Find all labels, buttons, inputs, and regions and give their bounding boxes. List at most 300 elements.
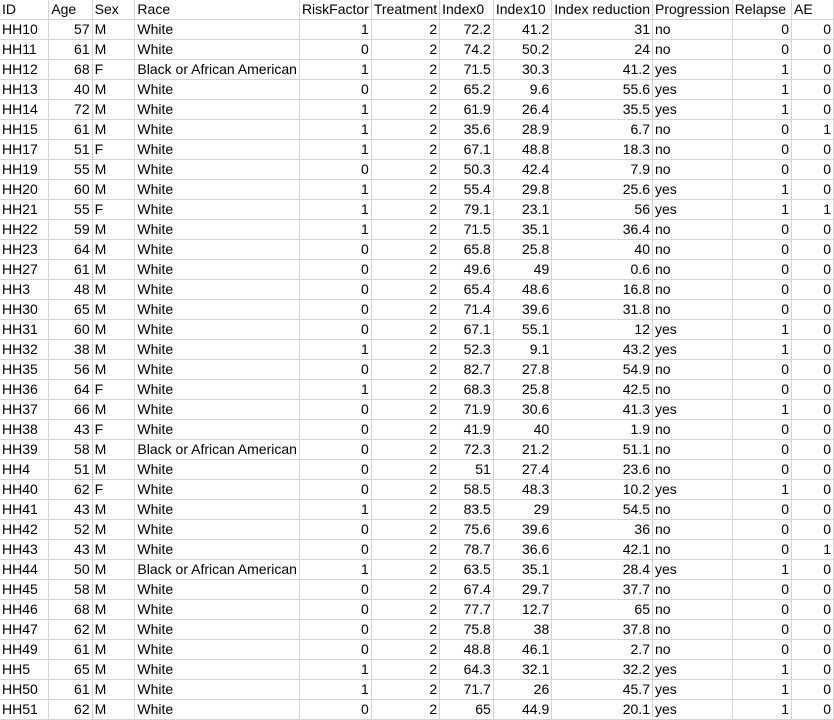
cell-relapse[interactable]: 0 [732, 240, 791, 260]
cell-ae[interactable]: 0 [792, 320, 834, 340]
cell-treatment[interactable]: 2 [371, 320, 439, 340]
cell-relapse[interactable]: 0 [732, 640, 791, 660]
cell-race[interactable]: White [135, 200, 300, 220]
cell-sex[interactable]: M [92, 20, 135, 40]
cell-sex[interactable]: M [92, 500, 135, 520]
cell-progression[interactable]: no [652, 380, 732, 400]
cell-progression[interactable]: yes [652, 700, 732, 720]
cell-race[interactable]: White [135, 580, 300, 600]
cell-index0[interactable]: 77.7 [440, 600, 494, 620]
cell-riskfactor[interactable]: 0 [299, 700, 371, 720]
cell-index0[interactable]: 71.5 [440, 220, 494, 240]
cell-index10[interactable]: 29.8 [493, 180, 551, 200]
cell-treatment[interactable]: 2 [371, 100, 439, 120]
cell-treatment[interactable]: 2 [371, 480, 439, 500]
cell-sex[interactable]: M [92, 40, 135, 60]
cell-race[interactable]: White [135, 640, 300, 660]
cell-age[interactable]: 43 [49, 540, 92, 560]
cell-ae[interactable]: 0 [792, 460, 834, 480]
cell-sex[interactable]: F [92, 480, 135, 500]
cell-sex[interactable]: M [92, 520, 135, 540]
cell-relapse[interactable]: 1 [732, 60, 791, 80]
cell-age[interactable]: 62 [49, 620, 92, 640]
cell-age[interactable]: 58 [49, 580, 92, 600]
cell-index10[interactable]: 50.2 [493, 40, 551, 60]
cell-index-reduction[interactable]: 37.7 [552, 580, 653, 600]
cell-treatment[interactable]: 2 [371, 400, 439, 420]
cell-treatment[interactable]: 2 [371, 80, 439, 100]
cell-relapse[interactable]: 1 [732, 340, 791, 360]
cell-sex[interactable]: F [92, 200, 135, 220]
cell-index0[interactable]: 67.4 [440, 580, 494, 600]
cell-sex[interactable]: M [92, 560, 135, 580]
cell-index0[interactable]: 67.1 [440, 140, 494, 160]
cell-riskfactor[interactable]: 1 [299, 120, 371, 140]
cell-age[interactable]: 43 [49, 420, 92, 440]
cell-index10[interactable]: 29 [493, 500, 551, 520]
cell-index0[interactable]: 61.9 [440, 100, 494, 120]
cell-ae[interactable]: 0 [792, 700, 834, 720]
cell-index0[interactable]: 65.8 [440, 240, 494, 260]
column-header-riskfactor[interactable]: RiskFactor [299, 0, 371, 20]
cell-progression[interactable]: yes [652, 560, 732, 580]
cell-index-reduction[interactable]: 42.1 [552, 540, 653, 560]
cell-riskfactor[interactable]: 1 [299, 560, 371, 580]
cell-race[interactable]: White [135, 600, 300, 620]
cell-sex[interactable]: M [92, 120, 135, 140]
cell-age[interactable]: 65 [49, 300, 92, 320]
cell-index0[interactable]: 48.8 [440, 640, 494, 660]
cell-index-reduction[interactable]: 28.4 [552, 560, 653, 580]
cell-progression[interactable]: no [652, 580, 732, 600]
cell-age[interactable]: 60 [49, 180, 92, 200]
cell-relapse[interactable]: 0 [732, 40, 791, 60]
cell-riskfactor[interactable]: 1 [299, 220, 371, 240]
cell-id[interactable]: HH20 [0, 180, 49, 200]
cell-riskfactor[interactable]: 0 [299, 280, 371, 300]
cell-sex[interactable]: F [92, 380, 135, 400]
cell-index10[interactable]: 25.8 [493, 380, 551, 400]
cell-id[interactable]: HH35 [0, 360, 49, 380]
cell-index-reduction[interactable]: 65 [552, 600, 653, 620]
cell-age[interactable]: 43 [49, 500, 92, 520]
cell-treatment[interactable]: 2 [371, 20, 439, 40]
cell-ae[interactable]: 0 [792, 660, 834, 680]
cell-race[interactable]: White [135, 380, 300, 400]
cell-id[interactable]: HH12 [0, 60, 49, 80]
cell-treatment[interactable]: 2 [371, 580, 439, 600]
cell-treatment[interactable]: 2 [371, 300, 439, 320]
cell-index10[interactable]: 46.1 [493, 640, 551, 660]
cell-race[interactable]: White [135, 160, 300, 180]
cell-relapse[interactable]: 0 [732, 160, 791, 180]
cell-riskfactor[interactable]: 0 [299, 320, 371, 340]
cell-sex[interactable]: M [92, 620, 135, 640]
cell-relapse[interactable]: 1 [732, 400, 791, 420]
cell-progression[interactable]: yes [652, 680, 732, 700]
cell-index10[interactable]: 28.9 [493, 120, 551, 140]
cell-age[interactable]: 66 [49, 400, 92, 420]
cell-relapse[interactable]: 0 [732, 20, 791, 40]
cell-index-reduction[interactable]: 43.2 [552, 340, 653, 360]
cell-race[interactable]: White [135, 320, 300, 340]
cell-index10[interactable]: 48.3 [493, 480, 551, 500]
cell-relapse[interactable]: 0 [732, 600, 791, 620]
cell-relapse[interactable]: 0 [732, 300, 791, 320]
cell-age[interactable]: 55 [49, 160, 92, 180]
cell-index10[interactable]: 38 [493, 620, 551, 640]
cell-id[interactable]: HH51 [0, 700, 49, 720]
cell-sex[interactable]: M [92, 640, 135, 660]
cell-progression[interactable]: yes [652, 340, 732, 360]
cell-id[interactable]: HH37 [0, 400, 49, 420]
cell-age[interactable]: 38 [49, 340, 92, 360]
cell-riskfactor[interactable]: 0 [299, 580, 371, 600]
cell-riskfactor[interactable]: 0 [299, 300, 371, 320]
cell-index0[interactable]: 50.3 [440, 160, 494, 180]
cell-riskfactor[interactable]: 1 [299, 100, 371, 120]
cell-index-reduction[interactable]: 31 [552, 20, 653, 40]
cell-race[interactable]: White [135, 500, 300, 520]
cell-index-reduction[interactable]: 12 [552, 320, 653, 340]
cell-riskfactor[interactable]: 0 [299, 540, 371, 560]
cell-sex[interactable]: M [92, 400, 135, 420]
cell-treatment[interactable]: 2 [371, 500, 439, 520]
cell-age[interactable]: 51 [49, 460, 92, 480]
cell-race[interactable]: White [135, 220, 300, 240]
cell-riskfactor[interactable]: 0 [299, 440, 371, 460]
cell-progression[interactable]: yes [652, 100, 732, 120]
cell-ae[interactable]: 0 [792, 600, 834, 620]
cell-race[interactable]: White [135, 100, 300, 120]
cell-progression[interactable]: no [652, 280, 732, 300]
cell-treatment[interactable]: 2 [371, 520, 439, 540]
cell-riskfactor[interactable]: 0 [299, 160, 371, 180]
cell-treatment[interactable]: 2 [371, 180, 439, 200]
cell-age[interactable]: 51 [49, 140, 92, 160]
cell-ae[interactable]: 0 [792, 20, 834, 40]
column-header-race[interactable]: Race [135, 0, 300, 20]
cell-riskfactor[interactable]: 0 [299, 80, 371, 100]
cell-progression[interactable]: no [652, 220, 732, 240]
column-header-id[interactable]: ID [0, 0, 49, 20]
cell-index-reduction[interactable]: 7.9 [552, 160, 653, 180]
cell-race[interactable]: White [135, 340, 300, 360]
cell-relapse[interactable]: 0 [732, 120, 791, 140]
cell-index10[interactable]: 30.6 [493, 400, 551, 420]
column-header-sex[interactable]: Sex [92, 0, 135, 20]
cell-race[interactable]: White [135, 180, 300, 200]
cell-age[interactable]: 55 [49, 200, 92, 220]
cell-relapse[interactable]: 1 [732, 320, 791, 340]
cell-ae[interactable]: 0 [792, 560, 834, 580]
cell-riskfactor[interactable]: 1 [299, 500, 371, 520]
cell-treatment[interactable]: 2 [371, 560, 439, 580]
cell-index10[interactable]: 30.3 [493, 60, 551, 80]
cell-age[interactable]: 50 [49, 560, 92, 580]
cell-id[interactable]: HH19 [0, 160, 49, 180]
cell-treatment[interactable]: 2 [371, 360, 439, 380]
cell-index-reduction[interactable]: 10.2 [552, 480, 653, 500]
cell-relapse[interactable]: 1 [732, 100, 791, 120]
cell-index0[interactable]: 68.3 [440, 380, 494, 400]
cell-riskfactor[interactable]: 0 [299, 460, 371, 480]
cell-id[interactable]: HH21 [0, 200, 49, 220]
cell-index10[interactable]: 39.6 [493, 520, 551, 540]
cell-riskfactor[interactable]: 0 [299, 240, 371, 260]
cell-index0[interactable]: 58.5 [440, 480, 494, 500]
cell-index0[interactable]: 72.3 [440, 440, 494, 460]
cell-treatment[interactable]: 2 [371, 240, 439, 260]
cell-relapse[interactable]: 0 [732, 460, 791, 480]
cell-treatment[interactable]: 2 [371, 260, 439, 280]
cell-index0[interactable]: 82.7 [440, 360, 494, 380]
cell-sex[interactable]: M [92, 300, 135, 320]
cell-ae[interactable]: 0 [792, 440, 834, 460]
cell-index0[interactable]: 35.6 [440, 120, 494, 140]
cell-progression[interactable]: no [652, 440, 732, 460]
column-header-age[interactable]: Age [49, 0, 92, 20]
cell-id[interactable]: HH44 [0, 560, 49, 580]
cell-age[interactable]: 61 [49, 40, 92, 60]
cell-id[interactable]: HH39 [0, 440, 49, 460]
column-header-treatment[interactable]: Treatment [371, 0, 439, 20]
cell-treatment[interactable]: 2 [371, 120, 439, 140]
cell-riskfactor[interactable]: 0 [299, 520, 371, 540]
cell-index10[interactable]: 48.6 [493, 280, 551, 300]
cell-race[interactable]: White [135, 240, 300, 260]
cell-index0[interactable]: 71.9 [440, 400, 494, 420]
cell-age[interactable]: 48 [49, 280, 92, 300]
cell-sex[interactable]: M [92, 440, 135, 460]
cell-age[interactable]: 60 [49, 320, 92, 340]
cell-riskfactor[interactable]: 1 [299, 200, 371, 220]
cell-id[interactable]: HH45 [0, 580, 49, 600]
cell-ae[interactable]: 1 [792, 120, 834, 140]
cell-sex[interactable]: M [92, 340, 135, 360]
cell-ae[interactable]: 0 [792, 640, 834, 660]
cell-progression[interactable]: no [652, 620, 732, 640]
cell-age[interactable]: 64 [49, 380, 92, 400]
cell-ae[interactable]: 0 [792, 580, 834, 600]
cell-index0[interactable]: 74.2 [440, 40, 494, 60]
cell-treatment[interactable]: 2 [371, 440, 439, 460]
cell-index-reduction[interactable]: 41.3 [552, 400, 653, 420]
cell-index0[interactable]: 65.4 [440, 280, 494, 300]
column-header-index0[interactable]: Index0 [440, 0, 494, 20]
cell-index10[interactable]: 9.6 [493, 80, 551, 100]
cell-relapse[interactable]: 0 [732, 440, 791, 460]
cell-index-reduction[interactable]: 45.7 [552, 680, 653, 700]
cell-progression[interactable]: yes [652, 320, 732, 340]
cell-progression[interactable]: no [652, 160, 732, 180]
cell-index-reduction[interactable]: 6.7 [552, 120, 653, 140]
cell-ae[interactable]: 0 [792, 240, 834, 260]
cell-index10[interactable]: 36.6 [493, 540, 551, 560]
cell-index0[interactable]: 64.3 [440, 660, 494, 680]
cell-riskfactor[interactable]: 0 [299, 260, 371, 280]
cell-index-reduction[interactable]: 2.7 [552, 640, 653, 660]
cell-index-reduction[interactable]: 20.1 [552, 700, 653, 720]
cell-relapse[interactable]: 1 [732, 80, 791, 100]
cell-index10[interactable]: 32.1 [493, 660, 551, 680]
cell-sex[interactable]: M [92, 320, 135, 340]
cell-index10[interactable]: 44.9 [493, 700, 551, 720]
cell-treatment[interactable]: 2 [371, 660, 439, 680]
cell-ae[interactable]: 0 [792, 400, 834, 420]
cell-riskfactor[interactable]: 0 [299, 400, 371, 420]
cell-progression[interactable]: yes [652, 180, 732, 200]
cell-relapse[interactable]: 0 [732, 520, 791, 540]
cell-index-reduction[interactable]: 18.3 [552, 140, 653, 160]
cell-index0[interactable]: 49.6 [440, 260, 494, 280]
cell-index-reduction[interactable]: 42.5 [552, 380, 653, 400]
cell-progression[interactable]: no [652, 500, 732, 520]
cell-relapse[interactable]: 0 [732, 500, 791, 520]
cell-index-reduction[interactable]: 23.6 [552, 460, 653, 480]
cell-riskfactor[interactable]: 1 [299, 180, 371, 200]
cell-treatment[interactable]: 2 [371, 340, 439, 360]
cell-index0[interactable]: 75.8 [440, 620, 494, 640]
cell-treatment[interactable]: 2 [371, 220, 439, 240]
cell-riskfactor[interactable]: 1 [299, 340, 371, 360]
cell-index-reduction[interactable]: 35.5 [552, 100, 653, 120]
cell-age[interactable]: 58 [49, 440, 92, 460]
cell-age[interactable]: 56 [49, 360, 92, 380]
cell-age[interactable]: 57 [49, 20, 92, 40]
cell-age[interactable]: 61 [49, 640, 92, 660]
cell-sex[interactable]: M [92, 460, 135, 480]
cell-progression[interactable]: no [652, 20, 732, 40]
cell-relapse[interactable]: 0 [732, 380, 791, 400]
cell-race[interactable]: White [135, 660, 300, 680]
cell-index10[interactable]: 26.4 [493, 100, 551, 120]
cell-age[interactable]: 72 [49, 100, 92, 120]
cell-id[interactable]: HH22 [0, 220, 49, 240]
cell-id[interactable]: HH43 [0, 540, 49, 560]
cell-ae[interactable]: 0 [792, 100, 834, 120]
cell-progression[interactable]: yes [652, 480, 732, 500]
cell-id[interactable]: HH36 [0, 380, 49, 400]
cell-relapse[interactable]: 1 [732, 480, 791, 500]
cell-progression[interactable]: no [652, 360, 732, 380]
cell-id[interactable]: HH5 [0, 660, 49, 680]
cell-riskfactor[interactable]: 0 [299, 360, 371, 380]
cell-index10[interactable]: 25.8 [493, 240, 551, 260]
cell-sex[interactable]: M [92, 600, 135, 620]
cell-race[interactable]: White [135, 360, 300, 380]
cell-sex[interactable]: F [92, 420, 135, 440]
cell-treatment[interactable]: 2 [371, 540, 439, 560]
cell-index10[interactable]: 41.2 [493, 20, 551, 40]
cell-progression[interactable]: no [652, 260, 732, 280]
cell-index-reduction[interactable]: 36.4 [552, 220, 653, 240]
cell-id[interactable]: HH23 [0, 240, 49, 260]
cell-treatment[interactable]: 2 [371, 280, 439, 300]
cell-ae[interactable]: 0 [792, 80, 834, 100]
cell-index-reduction[interactable]: 1.9 [552, 420, 653, 440]
cell-ae[interactable]: 0 [792, 180, 834, 200]
cell-index0[interactable]: 65.2 [440, 80, 494, 100]
cell-index0[interactable]: 52.3 [440, 340, 494, 360]
cell-index10[interactable]: 35.1 [493, 220, 551, 240]
cell-riskfactor[interactable]: 0 [299, 600, 371, 620]
cell-id[interactable]: HH17 [0, 140, 49, 160]
cell-ae[interactable]: 0 [792, 680, 834, 700]
cell-age[interactable]: 61 [49, 120, 92, 140]
cell-id[interactable]: HH15 [0, 120, 49, 140]
cell-index10[interactable]: 39.6 [493, 300, 551, 320]
cell-age[interactable]: 52 [49, 520, 92, 540]
cell-id[interactable]: HH42 [0, 520, 49, 540]
cell-relapse[interactable]: 1 [732, 200, 791, 220]
cell-race[interactable]: White [135, 20, 300, 40]
cell-ae[interactable]: 0 [792, 260, 834, 280]
cell-sex[interactable]: M [92, 700, 135, 720]
cell-riskfactor[interactable]: 0 [299, 480, 371, 500]
cell-progression[interactable]: no [652, 40, 732, 60]
cell-sex[interactable]: M [92, 580, 135, 600]
cell-ae[interactable]: 0 [792, 40, 834, 60]
cell-index-reduction[interactable]: 56 [552, 200, 653, 220]
cell-age[interactable]: 59 [49, 220, 92, 240]
cell-index0[interactable]: 79.1 [440, 200, 494, 220]
cell-relapse[interactable]: 1 [732, 560, 791, 580]
cell-index0[interactable]: 83.5 [440, 500, 494, 520]
cell-riskfactor[interactable]: 0 [299, 40, 371, 60]
cell-ae[interactable]: 0 [792, 480, 834, 500]
cell-index0[interactable]: 63.5 [440, 560, 494, 580]
cell-progression[interactable]: yes [652, 400, 732, 420]
cell-index0[interactable]: 67.1 [440, 320, 494, 340]
cell-index-reduction[interactable]: 0.6 [552, 260, 653, 280]
cell-age[interactable]: 62 [49, 480, 92, 500]
cell-index0[interactable]: 72.2 [440, 20, 494, 40]
cell-index10[interactable]: 48.8 [493, 140, 551, 160]
cell-treatment[interactable]: 2 [371, 420, 439, 440]
cell-id[interactable]: HH46 [0, 600, 49, 620]
cell-relapse[interactable]: 1 [732, 680, 791, 700]
cell-id[interactable]: HH3 [0, 280, 49, 300]
cell-index0[interactable]: 65 [440, 700, 494, 720]
cell-id[interactable]: HH50 [0, 680, 49, 700]
cell-sex[interactable]: M [92, 540, 135, 560]
cell-id[interactable]: HH11 [0, 40, 49, 60]
cell-id[interactable]: HH4 [0, 460, 49, 480]
cell-id[interactable]: HH14 [0, 100, 49, 120]
cell-relapse[interactable]: 0 [732, 140, 791, 160]
cell-age[interactable]: 40 [49, 80, 92, 100]
cell-index-reduction[interactable]: 24 [552, 40, 653, 60]
cell-id[interactable]: HH49 [0, 640, 49, 660]
cell-progression[interactable]: yes [652, 660, 732, 680]
cell-riskfactor[interactable]: 1 [299, 660, 371, 680]
cell-progression[interactable]: yes [652, 60, 732, 80]
cell-relapse[interactable]: 0 [732, 220, 791, 240]
cell-index-reduction[interactable]: 41.2 [552, 60, 653, 80]
cell-ae[interactable]: 0 [792, 500, 834, 520]
column-header-index10[interactable]: Index10 [493, 0, 551, 20]
cell-id[interactable]: HH13 [0, 80, 49, 100]
cell-riskfactor[interactable]: 1 [299, 680, 371, 700]
cell-progression[interactable]: no [652, 600, 732, 620]
cell-race[interactable]: White [135, 280, 300, 300]
cell-race[interactable]: White [135, 540, 300, 560]
cell-ae[interactable]: 0 [792, 360, 834, 380]
cell-sex[interactable]: M [92, 660, 135, 680]
cell-index-reduction[interactable]: 32.2 [552, 660, 653, 680]
cell-id[interactable]: HH32 [0, 340, 49, 360]
